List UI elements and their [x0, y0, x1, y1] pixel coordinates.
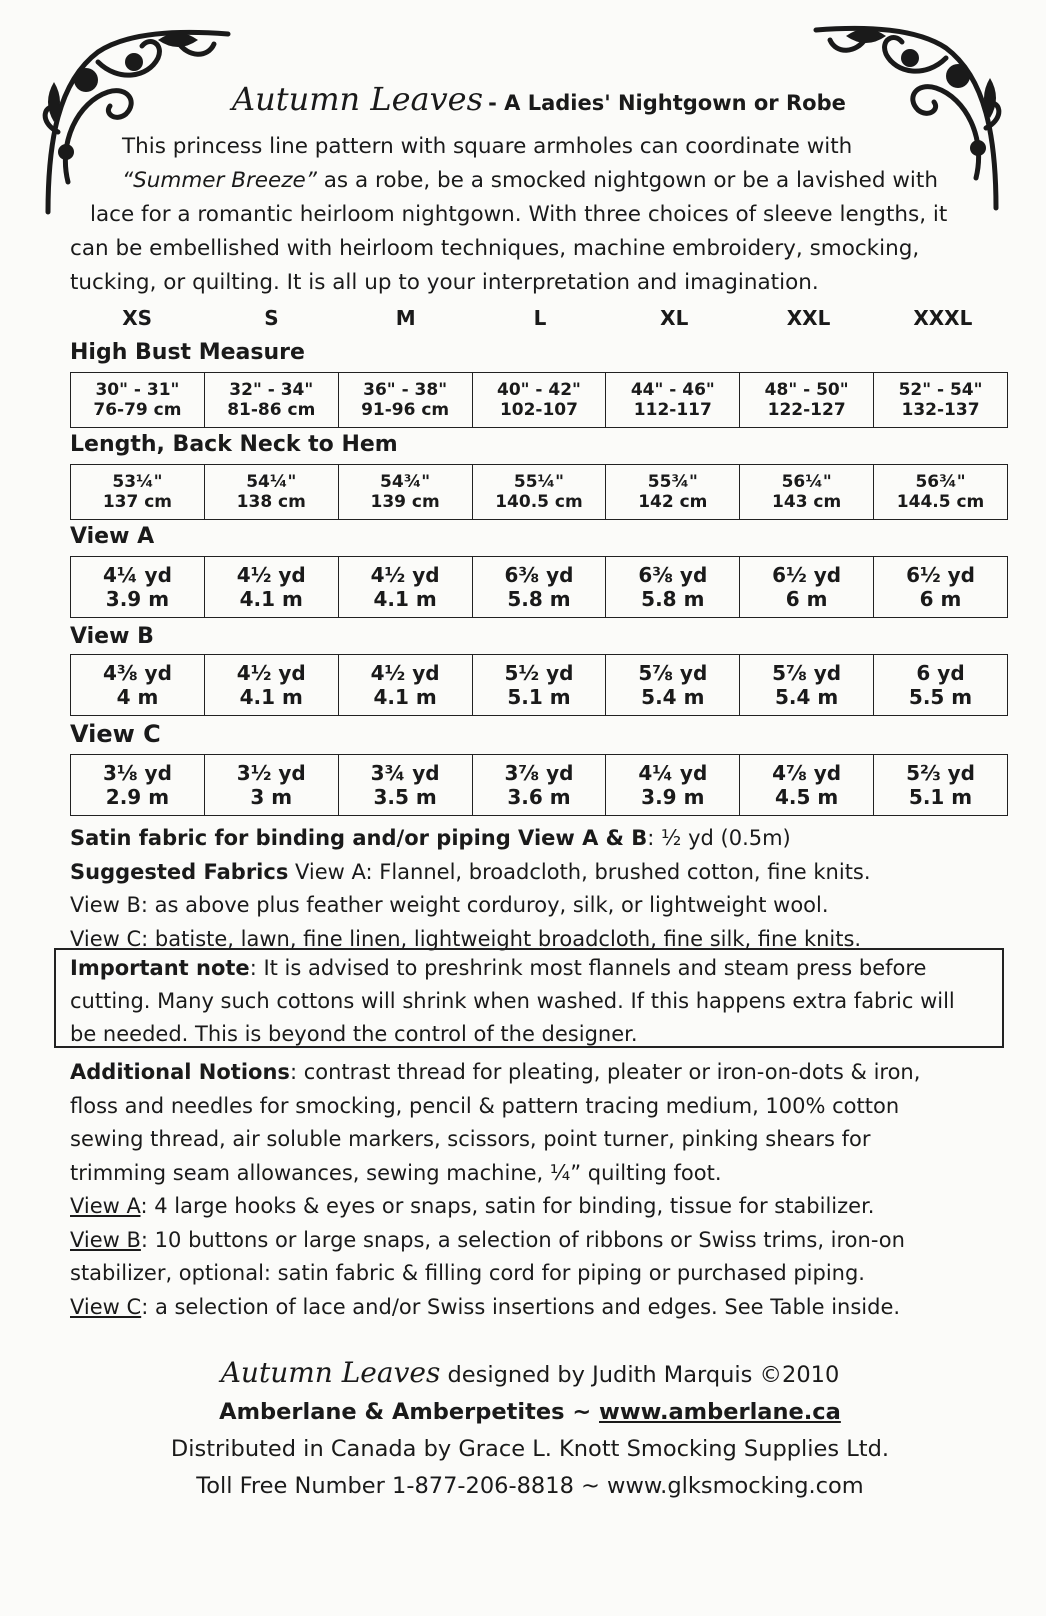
cell-primary-value: 3¾ yd	[370, 761, 440, 785]
note-line: Important note: It is advised to preshrink most flannels and steam press before	[70, 956, 927, 980]
cell-secondary-value: 3.5 m	[373, 785, 437, 809]
cell-primary-value: 56¼"	[781, 472, 832, 492]
cell-secondary-value: 5.8 m	[641, 587, 705, 611]
table-row	[71, 557, 1008, 618]
table-row	[71, 655, 1008, 716]
important-note-box	[54, 948, 1004, 1048]
table-cell	[338, 655, 472, 716]
view-b-yardage-table	[70, 654, 1008, 716]
intro-line: can be embellished with heirloom techniques, machine embroidery, smocking,	[70, 236, 920, 261]
cell-secondary-value: 2.9 m	[105, 785, 170, 809]
table-cell	[472, 373, 606, 428]
cell-primary-value: 54¼"	[246, 472, 297, 492]
size-header-row	[70, 306, 1010, 336]
cell-primary-value: 5⅞ yd	[638, 661, 708, 685]
cell-secondary-value: 5.1 m	[908, 785, 973, 809]
view-a-yardage-table	[70, 556, 1008, 618]
cell-secondary-value: 142 cm	[638, 492, 708, 512]
cell-secondary-value: 4 m	[116, 685, 159, 709]
table-row	[71, 465, 1008, 520]
section-label-view-b: View B	[70, 624, 154, 649]
size-label: XXL	[786, 306, 831, 330]
table-row	[71, 755, 1008, 816]
table-cell	[606, 373, 740, 428]
cell-secondary-value: 4.1 m	[239, 587, 303, 611]
size-label: XS	[122, 306, 153, 330]
table-cell	[874, 373, 1008, 428]
suggested-line: Suggested Fabrics View A: Flannel, broadcloth, brushed cotton, fine knits.	[70, 859, 871, 884]
table-cell	[874, 465, 1008, 520]
bust-measure-table	[70, 372, 1008, 428]
table-cell	[71, 465, 205, 520]
cell-secondary-value: 132-137	[901, 400, 980, 420]
suggested-line: View B: as above plus feather weight corduroy, silk, or lightweight wool.	[70, 893, 829, 917]
suggested-line: View C: batiste, lawn, fine linen, lightweight broadcloth, fine silk, fine knits.	[70, 926, 862, 951]
table-cell	[874, 755, 1008, 816]
cell-secondary-value: 3.6 m	[507, 785, 571, 809]
table-cell	[740, 557, 874, 618]
notions-line: floss and needles for smocking, pencil & pattern tracing medium, 100% cotton	[70, 1093, 900, 1118]
note-line: be needed. This is beyond the control of the designer.	[70, 1022, 638, 1046]
cell-secondary-value: 4.1 m	[373, 587, 437, 611]
cell-secondary-value: 140.5 cm	[495, 492, 583, 512]
table-cell	[740, 655, 874, 716]
cell-primary-value: 6⅜ yd	[638, 563, 708, 587]
table-cell	[338, 373, 472, 428]
size-label: L	[533, 306, 547, 330]
cell-primary-value: 5⅞ yd	[772, 661, 842, 685]
fabric-notes	[70, 822, 1010, 956]
cell-primary-value: 55¾"	[647, 472, 698, 492]
intro-line: tucking, or quilting. It is all up to your interpretation and imagination.	[70, 270, 819, 295]
cell-primary-value: 4¼ yd	[638, 761, 708, 785]
table-cell	[472, 557, 606, 618]
cell-secondary-value: 4.1 m	[373, 685, 437, 709]
company-line: Amberlane & Amberpetites ~ www.amberlane.ca	[219, 1399, 841, 1425]
table-cell	[606, 655, 740, 716]
cell-primary-value: 6 yd	[916, 661, 965, 685]
coordinating-pattern-name: “Summer Breeze”	[122, 168, 317, 193]
designer-line: Autumn Leaves designed by Judith Marquis ©2010	[220, 1356, 840, 1389]
cell-primary-value: 6⅜ yd	[504, 563, 574, 587]
amberlane-website-link[interactable]: www.amberlane.ca	[599, 1399, 841, 1425]
table-cell	[338, 557, 472, 618]
intro-line: “Summer Breeze” as a robe, be a smocked nightgown or be a lavished with	[122, 168, 938, 193]
table-cell	[472, 755, 606, 816]
cell-secondary-value: 76-79 cm	[93, 400, 182, 420]
cell-primary-value: 55¼"	[513, 472, 565, 492]
tollfree-line: Toll Free Number 1-877-206-8818 ~ www.glksmocking.com	[196, 1473, 864, 1499]
pattern-title: Autumn Leaves	[232, 80, 484, 118]
cell-secondary-value: 6 m	[919, 587, 962, 611]
cell-primary-value: 36" - 38"	[363, 380, 448, 400]
table-cell	[606, 465, 740, 520]
cell-secondary-value: 4.1 m	[239, 685, 303, 709]
footer-pattern-title: Autumn Leaves	[220, 1356, 441, 1389]
cell-primary-value: 52" - 54"	[898, 380, 983, 400]
cell-primary-value: 6½ yd	[772, 563, 842, 587]
intro-line: This princess line pattern with square armholes can coordinate with	[122, 134, 853, 159]
cell-primary-value: 48" - 50"	[764, 380, 849, 400]
cell-primary-value: 3⅛ yd	[102, 761, 172, 785]
cell-secondary-value: 143 cm	[772, 492, 842, 512]
table-cell	[204, 465, 338, 520]
notions-line: stabilizer, optional: satin fabric & filling cord for piping or purchased piping.	[70, 1261, 865, 1285]
notions-line: trimming seam allowances, sewing machine, ¼” quilting foot.	[70, 1160, 722, 1185]
distributor-line: Distributed in Canada by Grace L. Knott Smocking Supplies Ltd.	[170, 1436, 890, 1462]
cell-secondary-value: 3.9 m	[641, 785, 705, 809]
note-line: cutting. Many such cottons will shrink when washed. If this happens extra fabric will	[70, 989, 955, 1013]
table-cell	[338, 755, 472, 816]
cell-primary-value: 4⅞ yd	[772, 761, 842, 785]
table-cell	[874, 655, 1008, 716]
table-cell	[874, 557, 1008, 618]
footer	[120, 1354, 940, 1505]
cell-primary-value: 4½ yd	[370, 563, 440, 587]
table-cell	[740, 373, 874, 428]
table-row	[71, 373, 1008, 428]
length-table	[70, 464, 1008, 520]
cell-secondary-value: 5.1 m	[507, 685, 571, 709]
notions-view-b: View B: 10 buttons or large snaps, a selection of ribbons or Swiss trims, iron-on	[70, 1227, 905, 1252]
cell-primary-value: 32" - 34"	[229, 380, 314, 400]
cell-primary-value: 54¾"	[380, 472, 431, 492]
cell-primary-value: 4¼ yd	[102, 563, 172, 587]
cell-primary-value: 40" - 42"	[496, 380, 581, 400]
cell-primary-value: 3½ yd	[236, 761, 306, 785]
cell-primary-value: 4⅜ yd	[102, 661, 172, 685]
table-cell	[71, 655, 205, 716]
section-label-view-c: View C	[70, 720, 161, 748]
cell-primary-value: 6½ yd	[906, 563, 975, 587]
cell-secondary-value: 122-127	[767, 400, 846, 420]
section-label-bust: High Bust Measure	[70, 340, 305, 365]
table-cell	[71, 373, 205, 428]
cell-secondary-value: 144.5 cm	[896, 492, 985, 512]
cell-secondary-value: 3.9 m	[105, 587, 170, 611]
cell-secondary-value: 138 cm	[236, 492, 306, 512]
cell-secondary-value: 112-117	[633, 400, 712, 420]
table-cell	[204, 373, 338, 428]
size-label: M	[395, 306, 416, 330]
view-c-yardage-table	[70, 754, 1008, 816]
notions-view-c: View C: a selection of lace and/or Swiss insertions and edges. See Table inside.	[70, 1294, 901, 1319]
pattern-subtitle: - A Ladies' Nightgown or Robe	[488, 91, 846, 115]
cell-secondary-value: 5.8 m	[507, 587, 571, 611]
cell-secondary-value: 137 cm	[102, 492, 173, 512]
cell-secondary-value: 6 m	[785, 587, 828, 611]
title-line	[232, 80, 932, 130]
cell-primary-value: 4½ yd	[370, 661, 440, 685]
intro-line: lace for a romantic heirloom nightgown. With three choices of sleeve lengths, it	[90, 202, 948, 227]
table-cell	[740, 755, 874, 816]
notions-line: Additional Notions: contrast thread for pleating, pleater or iron-on-dots & iron,	[70, 1060, 921, 1084]
additional-notions	[70, 1056, 1010, 1324]
table-cell	[740, 465, 874, 520]
notions-view-a: View A: 4 large hooks & eyes or snaps, satin for binding, tissue for stabilizer.	[70, 1194, 875, 1218]
table-cell	[204, 557, 338, 618]
cell-secondary-value: 102-107	[499, 400, 578, 420]
cell-primary-value: 4½ yd	[236, 661, 306, 685]
table-cell	[606, 755, 740, 816]
satin-line: Satin fabric for binding and/or piping View A & B: ½ yd (0.5m)	[70, 826, 791, 850]
cell-secondary-value: 5.4 m	[641, 685, 705, 709]
size-label: S	[264, 306, 279, 330]
table-cell	[606, 557, 740, 618]
section-label-view-a: View A	[70, 524, 155, 549]
cell-primary-value: 44" - 46"	[630, 380, 715, 400]
notions-line: sewing thread, air soluble markers, scissors, point turner, pinking shears for	[70, 1127, 871, 1151]
cell-primary-value: 30" - 31"	[95, 380, 180, 400]
size-label: XL	[660, 306, 689, 330]
size-label: XXXL	[913, 306, 973, 330]
cell-primary-value: 4½ yd	[236, 563, 306, 587]
intro-paragraph	[70, 130, 1010, 300]
cell-primary-value: 5⅔ yd	[906, 761, 975, 785]
table-cell	[204, 655, 338, 716]
cell-secondary-value: 139 cm	[370, 492, 440, 512]
table-cell	[71, 755, 205, 816]
table-cell	[472, 655, 606, 716]
section-label-length: Length, Back Neck to Hem	[70, 432, 398, 457]
cell-secondary-value: 91-96 cm	[361, 400, 450, 420]
table-cell	[204, 755, 338, 816]
cell-primary-value: 3⅞ yd	[504, 761, 574, 785]
cell-secondary-value: 81-86 cm	[227, 400, 316, 420]
cell-secondary-value: 3 m	[250, 785, 293, 809]
cell-secondary-value: 5.4 m	[775, 685, 839, 709]
table-cell	[338, 465, 472, 520]
cell-secondary-value: 4.5 m	[775, 785, 839, 809]
table-cell	[71, 557, 205, 618]
cell-primary-value: 5½ yd	[504, 661, 574, 685]
cell-primary-value: 56¾"	[915, 472, 966, 492]
cell-secondary-value: 5.5 m	[908, 685, 973, 709]
table-cell	[472, 465, 606, 520]
cell-primary-value: 53¼"	[112, 472, 163, 492]
